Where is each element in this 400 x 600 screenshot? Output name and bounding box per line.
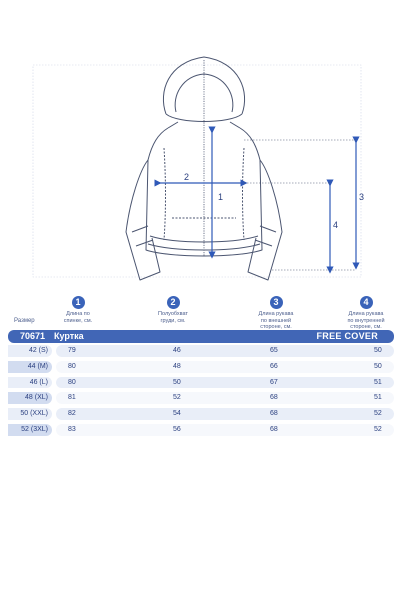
measure-cell-4: 52 (374, 425, 382, 433)
article-number: 70671 (20, 331, 46, 341)
column-number-badge: 1 (72, 296, 85, 309)
measure-cell-2: 50 (173, 378, 181, 386)
size-cell: 42 (S) (8, 345, 52, 357)
diagram-label-4: 4 (333, 220, 339, 230)
measure-cell-1: 80 (68, 362, 76, 370)
column-label: Длина рукава по внешней стороне, см. (258, 311, 294, 330)
measure-cell-1: 83 (68, 425, 76, 433)
column-label: Полуобхват груди, см. (158, 311, 188, 324)
size-table (8, 330, 394, 438)
right-sleeve (248, 160, 282, 280)
measure-cell-3: 68 (270, 425, 278, 433)
size-cell: 44 (M) (8, 361, 52, 373)
table-row (8, 359, 394, 375)
product-name: Куртка (54, 331, 84, 341)
measure-cell-4: 50 (374, 362, 382, 370)
measure-cell-3: 68 (270, 410, 278, 418)
column-label: Длина по спинке, см. (63, 311, 93, 324)
measure-cell-1: 79 (68, 347, 76, 354)
table-row (8, 390, 394, 406)
measure-cell-3: 68 (270, 394, 278, 402)
jacket-diagram (0, 0, 400, 292)
measure-cell-1: 81 (68, 394, 76, 402)
size-cell: 52 (3XL) (8, 424, 52, 436)
jacket-sketch (0, 0, 400, 292)
measure-cell-2: 46 (173, 347, 181, 354)
column-number-badge: 4 (360, 296, 373, 309)
table-row (8, 422, 394, 438)
table-row (8, 375, 394, 391)
measure-cell-4: 51 (374, 378, 382, 386)
column-label: Длина рукава по внутренней стороне, см. (347, 311, 385, 330)
column-number-badge: 2 (167, 296, 180, 309)
table-title-bar (8, 330, 394, 343)
table-row (8, 406, 394, 422)
measure-cell-3: 67 (270, 378, 278, 386)
measure-cell-4: 52 (374, 410, 382, 418)
measure-cell-2: 56 (173, 425, 181, 433)
size-cell: 50 (XXL) (8, 408, 52, 420)
size-cell: 48 (XL) (8, 392, 52, 404)
diagram-label-3: 3 (359, 192, 365, 202)
measure-cell-2: 48 (173, 362, 181, 370)
column-header-4 (336, 296, 396, 331)
measure-cell-1: 82 (68, 410, 76, 418)
measure-cell-2: 54 (173, 410, 181, 418)
table-rows (8, 343, 394, 438)
guide-frame (33, 65, 361, 277)
diagram-label-1: 1 (218, 192, 224, 202)
measure-cell-2: 52 (173, 394, 181, 402)
measure-cell-4: 50 (374, 347, 382, 354)
column-header-2 (143, 296, 203, 324)
size-column-label: Размер (14, 318, 35, 324)
table-row (8, 343, 394, 359)
measure-cell-4: 51 (374, 394, 382, 402)
column-header-3 (246, 296, 306, 331)
left-sleeve (126, 160, 160, 280)
size-cell: 46 (L) (8, 377, 52, 389)
brand-name: FREE COVER (316, 331, 378, 341)
diagram-label-2: 2 (184, 172, 190, 182)
column-header-1 (48, 296, 108, 324)
measure-cell-3: 66 (270, 362, 278, 370)
column-number-badge: 3 (270, 296, 283, 309)
measure-cell-3: 65 (270, 347, 278, 354)
measure-cell-1: 80 (68, 378, 76, 386)
